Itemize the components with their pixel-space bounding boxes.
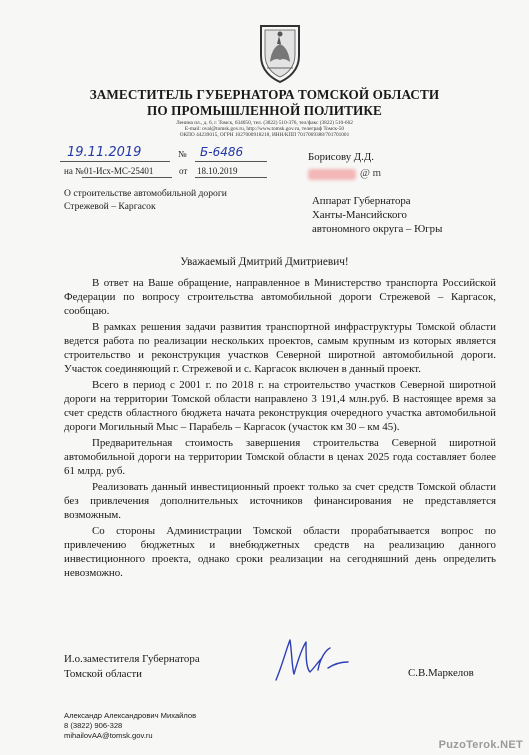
letterhead-title-line2: ПО ПРОМЫШЛЕННОЙ ПОЛИТИКЕ (147, 103, 382, 118)
letter-body (64, 277, 496, 583)
addressee-email: @ m (360, 167, 382, 179)
subject-line2: Стрежевой – Каргасок (64, 201, 156, 212)
letterhead-address-line2: E-mail: oval@tomsk.gov.ru, http://www.tomsk.gov.ru, телеграф Томск-50 (184, 126, 345, 132)
addressee-org-line3: автономного округа – Югры (312, 223, 443, 235)
addressee-org-line1: Аппарат Губернатора (312, 195, 411, 207)
subject-line1: О строительстве автомобильной дороги (64, 188, 227, 199)
signatory-position-line2: Томской области (64, 668, 142, 680)
letterhead-address-line1: Ленина пл., д. 6, г. Томск, 634050, тел. (3822) 510-376, тел/факс (3822) 510-662 (176, 120, 353, 126)
paragraph: Реализовать данный инвестиционный проект только за счет средств Томской области без привлечения дополнительных источников финансирования не представляется возможным. (64, 481, 496, 522)
coat-of-arms-emblem (255, 22, 305, 84)
ref-date: 18.10.2019 (197, 166, 238, 176)
number-underline (195, 161, 267, 162)
paragraph: Предварительная стоимость завершения строительства Северной широтной автомобильной дороги на территории Томской области в ценах 2025 года составляет более 61 млрд. руб. (64, 437, 496, 477)
ref-date-underline (195, 177, 267, 178)
redacted-email-blur (308, 169, 356, 180)
signatory-position-line1: И.о.заместителя Губернатора (64, 653, 200, 665)
handwritten-number: Б-6486 (200, 145, 244, 159)
signatory-name: С.В.Маркелов (408, 667, 474, 679)
date-underline (60, 161, 170, 162)
ref-prefix: на № (64, 166, 84, 176)
paragraph: Со стороны Администрации Томской области прорабатывается вопрос по привлечению бюджетных и внебюджетных средств на реализацию данного инвестиционного проекта, однако сроки реализации на сегодняшний день определить невозможно. (64, 525, 496, 580)
site-watermark: PuzoTerok.NET (438, 739, 523, 751)
greeting: Уважаемый Дмитрий Дмитриевич! (180, 256, 349, 268)
paragraph: Всего в период с 2001 г. по 2018 г. на строительство участков Северной широтной дороги на территории Томской области направлено 3 191,4 млн.руб. В настоящее время за счет средств областного бюджета начата реконструкция очередного участка автомобильной дороги Могильный Мыс – Парабель – Каргасок (участок км 30 – км 45). (64, 379, 496, 433)
paragraph: В рамках решения задачи развития транспортной инфраструктуры Томской области ведется работа по реализации нескольких проектов, самым крупным из которых является строительство и реконструкция участков Северной широтной автомобильной дороги. Участок соединяющий г. Стрежевой и с. Каргасок включен в данный проект. (64, 321, 496, 375)
executor-email: mihailovAA@tomsk.gov.ru (64, 731, 153, 740)
ref-number: 01-Исх-МС-25401 (84, 166, 154, 176)
executor-phone: 8 (3822) 906-328 (64, 721, 123, 730)
paragraph: В ответ на Ваше обращение, направленное в Министерство транспорта Российской Федерации по вопросу строительства автомобильной дороги Стрежевой – Каргасок, сообщаю. (64, 277, 496, 317)
addressee-org-line2: Ханты-Мансийского (312, 209, 407, 221)
addressee-name: Борисову Д.Д. (308, 151, 374, 163)
ref-from: от (179, 166, 188, 176)
ref-number-underline (82, 177, 172, 178)
letterhead-address-line3: ОКПО 44239015, ОГРН 1027000918218, ИНН/КПП 7017069388/701701001 (179, 132, 350, 138)
number-sign: № (178, 149, 187, 159)
handwritten-signature (268, 628, 358, 690)
letterhead-title-line1: ЗАМЕСТИТЕЛЬ ГУБЕРНАТОРА ТОМСКОЙ ОБЛАСТИ (89, 87, 440, 102)
handwritten-date: 19.11.2019 (67, 145, 142, 160)
executor-name: Александр Александрович Михайлов (64, 711, 197, 720)
